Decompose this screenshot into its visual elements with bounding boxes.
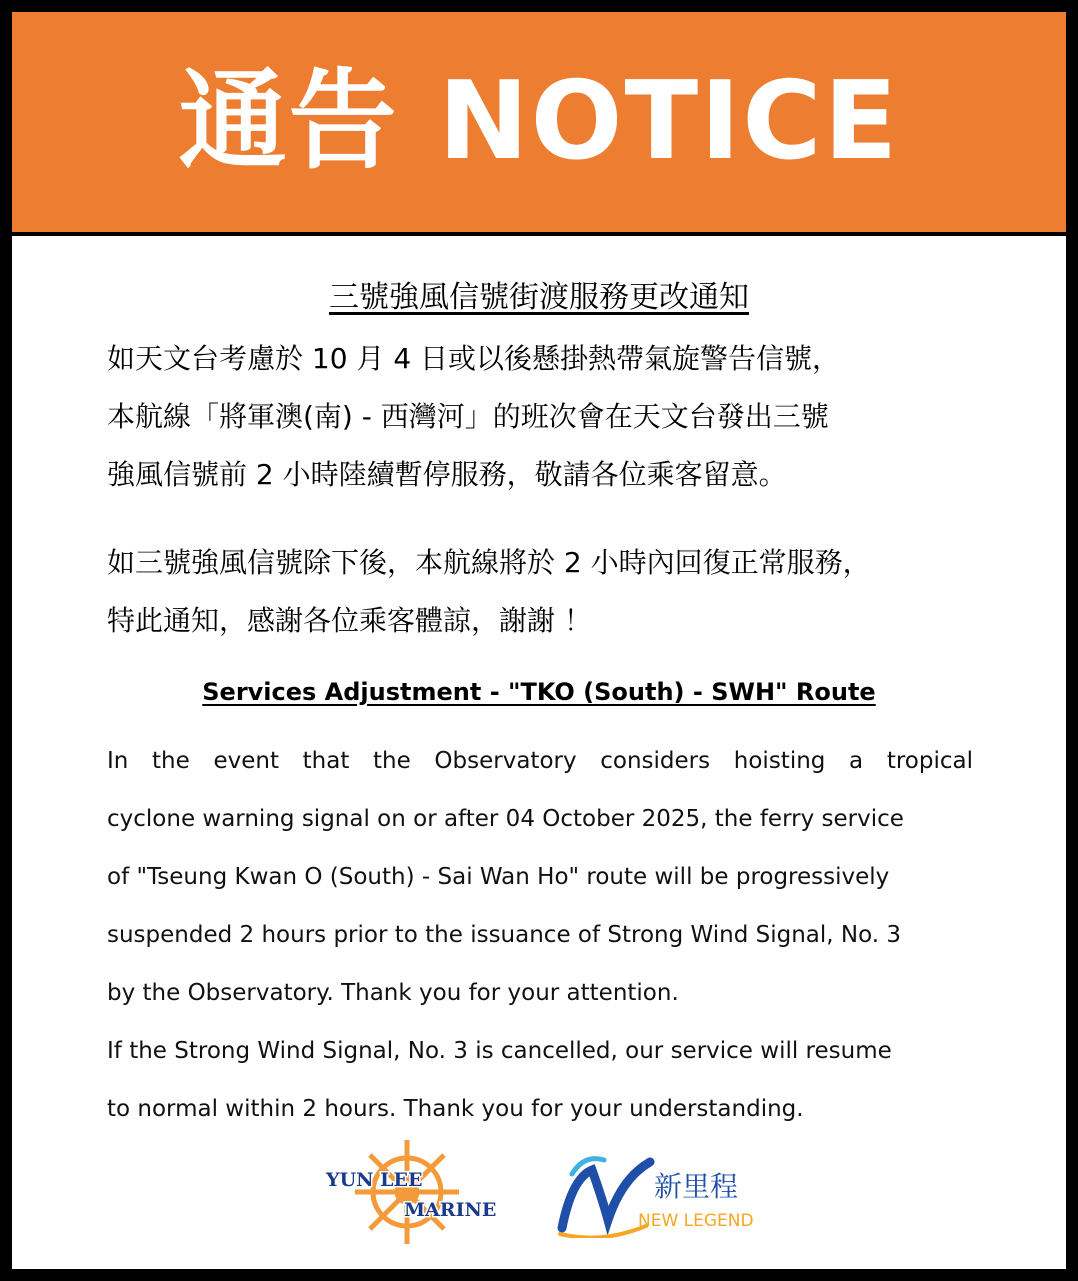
english-line: suspended 2 hours prior to the issuance of Strong Wind Signal, No. 3: [107, 922, 902, 948]
english-line: to normal within 2 hours. Thank you for your understanding.: [107, 1096, 804, 1122]
chinese-line: 強風信號前 2 小時陸續暫停服務，敬請各位乘客留意。: [107, 458, 787, 491]
logos-row: [12, 1134, 1066, 1254]
yun-lee-marine-logo: [312, 1134, 502, 1250]
chinese-line: 如天文台考慮於 10 月 4 日或以後懸掛熱帶氣旋警告信號，: [107, 342, 841, 375]
ship-wheel-icon: [355, 1140, 459, 1244]
english-line: In the event that the Observatory considers hoisting a tropical: [107, 748, 973, 774]
chinese-paragraph-2: [107, 534, 1007, 650]
chinese-line: 特此通知，感謝各位乘客體諒，謝謝 ！: [107, 604, 592, 637]
new-legend-logo: [542, 1148, 762, 1238]
chinese-line: 如三號強風信號除下後，本航線將於 2 小時內回復正常服務，: [107, 546, 871, 579]
english-line: If the Strong Wind Signal, No. 3 is cancelled, our service will resume: [107, 1038, 892, 1064]
banner-title: 通告 NOTICE: [178, 59, 900, 184]
english-line: of "Tseung Kwan O (South) - Sai Wan Ho" route will be progressively: [107, 864, 890, 890]
newlegend-logo-chinese: 新里程: [654, 1170, 739, 1203]
yunlee-logo-line2: MARINE: [404, 1199, 497, 1221]
chinese-line: 本航線「將軍澳(南) - 西灣河」的班次會在天文台發出三號: [107, 400, 829, 433]
english-paragraph-1: [107, 732, 973, 1022]
english-line: cyclone warning signal on or after 04 October 2025, the ferry service: [107, 806, 904, 832]
chinese-paragraph-1: [107, 330, 1007, 504]
wave-mark-icon: [560, 1159, 650, 1238]
notice-banner: [12, 12, 1066, 236]
english-heading: Services Adjustment - "TKO (South) - SWH" Route: [202, 678, 876, 706]
yunlee-logo-line1: YUN LEE: [326, 1169, 423, 1191]
english-line: by the Observatory. Thank you for your attention.: [107, 980, 679, 1006]
chinese-heading: 三號強風信號街渡服務更改通知: [329, 280, 749, 315]
newlegend-logo-english: NEW LEGEND: [638, 1211, 754, 1231]
english-paragraph-2: [107, 1022, 973, 1138]
